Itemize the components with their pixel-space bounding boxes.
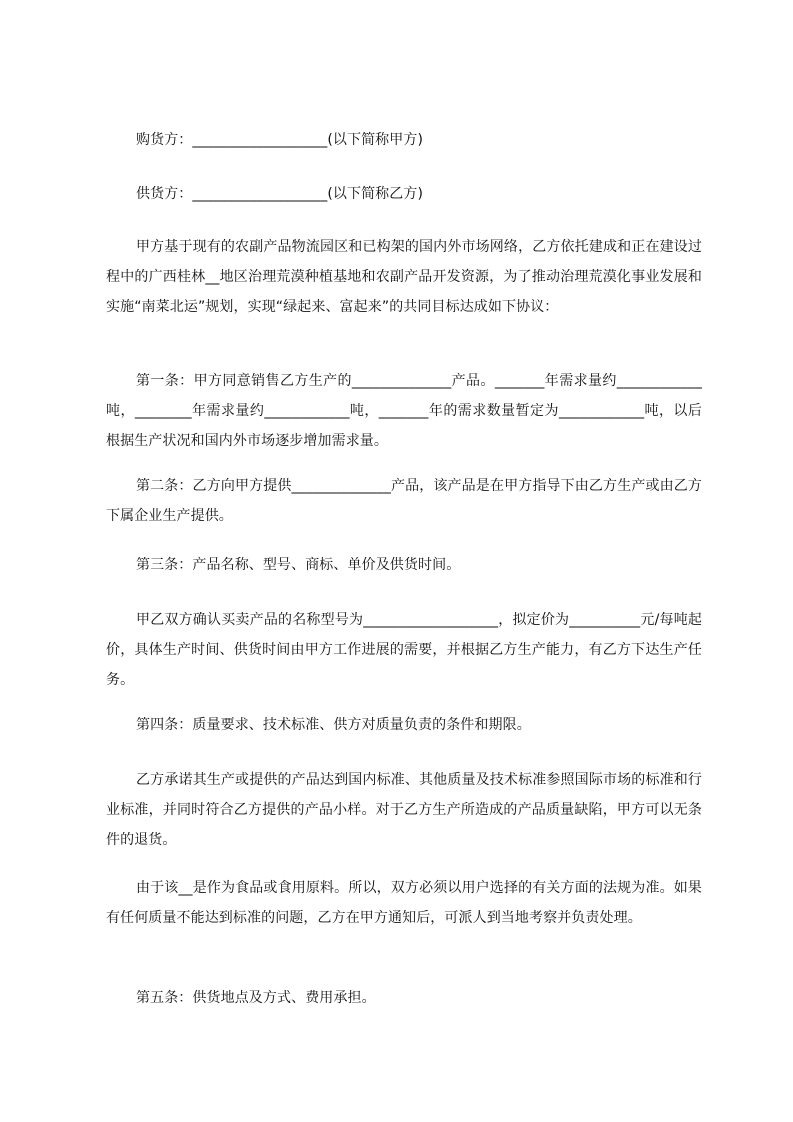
article-3-body: 甲乙双方确认买卖产品的名称型号为___________________，拟定价为__________元/每吨起价，具体生产时间、供货时间由甲方工作进展的需要，并根据乙方生产能力，有乙方下达生产任务。 bbox=[106, 612, 702, 688]
article-5-title: 第五条：供货地点及方式、费用承担。 bbox=[136, 990, 376, 1006]
buyer-label: 购货方： bbox=[136, 132, 193, 148]
intro-paragraph: 甲方基于现有的农副产品物流园区和已构架的国内外市场网络，乙方依托建成和正在建设过程中的广西桂林__地区治理荒漠种植基地和农副产品开发资源，为了推动治理荒漠化事业发展和实施“南菜北运”规划，实现“绿起来、富起来”的共同目标达成如下协议： bbox=[106, 239, 702, 315]
article-1: 第一条：甲方同意销售乙方生产的______________产品。_______年需求量约____________吨，________年需求量约____________吨，_______年的需求数量暂定为____________吨，以后根据生产状况和国内外市场逐步增加需求量。 bbox=[106, 373, 702, 449]
article-4-body-2: 由于该__是作为食品或食用原料。所以，双方必须以用户选择的有关方面的法规为准。如果有任何质量不能达到标准的问题，乙方在甲方通知后，可派人到当地考察并负责处理。 bbox=[106, 880, 702, 926]
article-2: 第二条：乙方向甲方提供______________产品，该产品是在甲方指导下由乙方生产或由乙方下属企业生产提供。 bbox=[106, 478, 702, 524]
article-3-title: 第三条：产品名称、型号、商标、单价及供货时间。 bbox=[136, 557, 461, 573]
article-4-title: 第四条：质量要求、技术标准、供方对质量负责的条件和期限。 bbox=[136, 717, 531, 733]
seller-line bbox=[106, 179, 702, 209]
seller-alias: (以下简称乙方) bbox=[327, 186, 424, 202]
buyer-blank: ___________________ bbox=[192, 132, 328, 148]
buyer-alias: (以下简称甲方) bbox=[327, 132, 424, 148]
buyer-line bbox=[106, 125, 702, 155]
article-4-body-1: 乙方承诺其生产或提供的产品达到国内标准、其他质量及技术标准参照国际市场的标准和行业标准，并同时符合乙方提供的产品小样。对于乙方生产所造成的产品质量缺陷，甲方可以无条件的退货。 bbox=[106, 772, 702, 848]
seller-label: 供货方： bbox=[136, 186, 193, 202]
seller-blank: ___________________ bbox=[192, 186, 328, 202]
